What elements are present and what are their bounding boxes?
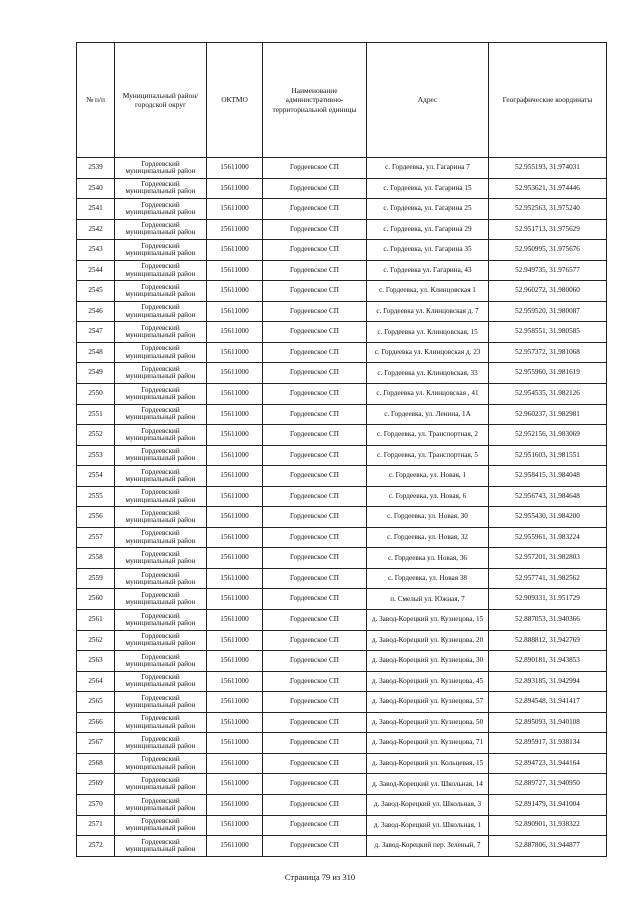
coords-cell: 52.952563, 31.975240 (489, 199, 607, 220)
oktmo-cell: 15611000 (207, 322, 263, 343)
oktmo-cell: 15611000 (207, 240, 263, 261)
table-row (77, 712, 607, 733)
oktmo-cell: 15611000 (207, 301, 263, 322)
coords-cell: 52.955961, 31.983224 (489, 527, 607, 548)
coords-cell: 52.890181, 31.943853 (489, 651, 607, 672)
table-row (77, 548, 607, 569)
address-cell: с. Гордеевка ул. Клинцовская д. 23 (367, 342, 489, 363)
row-number: 2555 (77, 486, 115, 507)
table-row (77, 158, 607, 179)
unit-cell: Гордеевское СП (263, 219, 367, 240)
oktmo-cell: 15611000 (207, 753, 263, 774)
address-cell: д. Завод-Корецкий ул. Кузнецова, 20 (367, 630, 489, 651)
header-row (77, 43, 607, 158)
district-cell: Гордеевский муниципальный район (115, 301, 207, 322)
address-cell: с. Гордеевка, ул. Транспортная, 2 (367, 425, 489, 446)
unit-cell: Гордеевское СП (263, 610, 367, 631)
district-cell: Гордеевский муниципальный район (115, 712, 207, 733)
row-number: 2566 (77, 712, 115, 733)
row-number: 2552 (77, 425, 115, 446)
oktmo-cell: 15611000 (207, 527, 263, 548)
oktmo-cell: 15611000 (207, 425, 263, 446)
row-number: 2557 (77, 527, 115, 548)
unit-cell: Гордеевское СП (263, 836, 367, 857)
unit-cell: Гордеевское СП (263, 260, 367, 281)
unit-cell: Гордеевское СП (263, 342, 367, 363)
district-cell: Гордеевский муниципальный район (115, 425, 207, 446)
coords-cell: 52.957372, 31.981068 (489, 342, 607, 363)
address-cell: с. Гордеевка, ул. Гагарина 29 (367, 219, 489, 240)
oktmo-cell: 15611000 (207, 712, 263, 733)
table-row (77, 836, 607, 857)
table-row (77, 815, 607, 836)
oktmo-cell: 15611000 (207, 589, 263, 610)
unit-cell: Гордеевское СП (263, 527, 367, 548)
address-cell: с. Гордеевка, ул. Новая, 30 (367, 507, 489, 528)
district-cell: Гордеевский муниципальный район (115, 589, 207, 610)
district-cell: Гордеевский муниципальный район (115, 486, 207, 507)
table-row (77, 671, 607, 692)
district-cell: Гордеевский муниципальный район (115, 610, 207, 631)
coords-cell: 52.894723, 31.944164 (489, 753, 607, 774)
coords-cell: 52.895093, 31.940108 (489, 712, 607, 733)
unit-cell: Гордеевское СП (263, 301, 367, 322)
district-cell: Гордеевский муниципальный район (115, 342, 207, 363)
table-row (77, 281, 607, 302)
district-cell: Гордеевский муниципальный район (115, 527, 207, 548)
table-row (77, 240, 607, 261)
unit-cell: Гордеевское СП (263, 692, 367, 713)
district-cell: Гордеевский муниципальный район (115, 363, 207, 384)
table-row (77, 199, 607, 220)
coords-cell: 52.952156, 31.983069 (489, 425, 607, 446)
district-cell: Гордеевский муниципальный район (115, 178, 207, 199)
coords-cell: 52.888812, 31.942769 (489, 630, 607, 651)
header-num: № п/п (77, 43, 115, 158)
district-cell: Гордеевский муниципальный район (115, 630, 207, 651)
coords-cell: 52.953621, 31.974446 (489, 178, 607, 199)
address-cell: д. Завод-Корецкий ул. Кольцевая, 15 (367, 753, 489, 774)
oktmo-cell: 15611000 (207, 507, 263, 528)
district-cell: Гордеевский муниципальный район (115, 199, 207, 220)
district-cell: Гордеевский муниципальный район (115, 568, 207, 589)
row-number: 2544 (77, 260, 115, 281)
unit-cell: Гордеевское СП (263, 507, 367, 528)
oktmo-cell: 15611000 (207, 815, 263, 836)
address-cell: д. Завод-Корецкий ул. Кузнецова, 30 (367, 651, 489, 672)
district-cell: Гордеевский муниципальный район (115, 815, 207, 836)
row-number: 2572 (77, 836, 115, 857)
unit-cell: Гордеевское СП (263, 753, 367, 774)
oktmo-cell: 15611000 (207, 630, 263, 651)
address-cell: д. Завод-Корецкий ул. Школьная, 3 (367, 794, 489, 815)
address-table (76, 42, 607, 857)
table-header (77, 43, 607, 158)
address-cell: с. Гордеевка ул. Гагарина, 43 (367, 260, 489, 281)
coords-cell: 52.958415, 31.984048 (489, 466, 607, 487)
unit-cell: Гордеевское СП (263, 363, 367, 384)
oktmo-cell: 15611000 (207, 178, 263, 199)
address-cell: с. Гордеевка, ул. Клинцовская 1 (367, 281, 489, 302)
district-cell: Гордеевский муниципальный район (115, 753, 207, 774)
header-coords: Географические координаты (489, 43, 607, 158)
oktmo-cell: 15611000 (207, 548, 263, 569)
unit-cell: Гордеевское СП (263, 815, 367, 836)
unit-cell: Гордеевское СП (263, 240, 367, 261)
coords-cell: 52.954535, 31.982126 (489, 384, 607, 405)
unit-cell: Гордеевское СП (263, 568, 367, 589)
header-unit: Наименование административно-территориальной единицы (263, 43, 367, 158)
address-cell: с. Гордеевка, ул. Гагарина 35 (367, 240, 489, 261)
table-row (77, 568, 607, 589)
address-cell: с. Гордеевка, ул. Гагарина 15 (367, 178, 489, 199)
address-cell: д. Завод-Корецкий ул. Кузнецова, 57 (367, 692, 489, 713)
district-cell: Гордеевский муниципальный район (115, 322, 207, 343)
address-cell: д. Завод-Корецкий ул. Кузнецова, 45 (367, 671, 489, 692)
coords-cell: 52.891479, 31.941004 (489, 794, 607, 815)
unit-cell: Гордеевское СП (263, 733, 367, 754)
coords-cell: 52.957201, 31.982803 (489, 548, 607, 569)
unit-cell: Гордеевское СП (263, 774, 367, 795)
table-row (77, 384, 607, 405)
table-row (77, 733, 607, 754)
unit-cell: Гордеевское СП (263, 158, 367, 179)
oktmo-cell: 15611000 (207, 486, 263, 507)
unit-cell: Гордеевское СП (263, 404, 367, 425)
address-cell: д. Завод-Корецкий пер. Зеленый, 7 (367, 836, 489, 857)
oktmo-cell: 15611000 (207, 610, 263, 631)
row-number: 2542 (77, 219, 115, 240)
unit-cell: Гордеевское СП (263, 178, 367, 199)
district-cell: Гордеевский муниципальный район (115, 651, 207, 672)
district-cell: Гордеевский муниципальный район (115, 692, 207, 713)
row-number: 2558 (77, 548, 115, 569)
address-cell: д. Завод-Корецкий ул. Школьная, 1 (367, 815, 489, 836)
row-number: 2550 (77, 384, 115, 405)
coords-cell: 52.956743, 31.984648 (489, 486, 607, 507)
header-address: Адрес (367, 43, 489, 158)
row-number: 2546 (77, 301, 115, 322)
address-cell: с. Гордеевка ул. Клинцовская, 33 (367, 363, 489, 384)
coords-cell: 52.949735, 31.976577 (489, 260, 607, 281)
row-number: 2549 (77, 363, 115, 384)
table-row (77, 794, 607, 815)
address-cell: с. Гордеевка, ул. Гагарина 7 (367, 158, 489, 179)
unit-cell: Гордеевское СП (263, 425, 367, 446)
address-cell: с. Гордеевка, ул. Транспортная, 5 (367, 445, 489, 466)
row-number: 2567 (77, 733, 115, 754)
oktmo-cell: 15611000 (207, 363, 263, 384)
row-number: 2563 (77, 651, 115, 672)
table-row (77, 404, 607, 425)
table-body (77, 158, 607, 857)
table-row (77, 445, 607, 466)
row-number: 2548 (77, 342, 115, 363)
unit-cell: Гордеевское СП (263, 322, 367, 343)
row-number: 2559 (77, 568, 115, 589)
row-number: 2541 (77, 199, 115, 220)
unit-cell: Гордеевское СП (263, 630, 367, 651)
coords-cell: 52.960237, 31.982981 (489, 404, 607, 425)
row-number: 2545 (77, 281, 115, 302)
row-number: 2539 (77, 158, 115, 179)
oktmo-cell: 15611000 (207, 219, 263, 240)
row-number: 2565 (77, 692, 115, 713)
table-row (77, 301, 607, 322)
oktmo-cell: 15611000 (207, 794, 263, 815)
district-cell: Гордеевский муниципальный район (115, 466, 207, 487)
unit-cell: Гордеевское СП (263, 712, 367, 733)
unit-cell: Гордеевское СП (263, 486, 367, 507)
row-number: 2560 (77, 589, 115, 610)
district-cell: Гордеевский муниципальный район (115, 774, 207, 795)
row-number: 2570 (77, 794, 115, 815)
district-cell: Гордеевский муниципальный район (115, 671, 207, 692)
header-oktmo: ОКТМО (207, 43, 263, 158)
address-cell: с. Гордеевка ул. Новая, 36 (367, 548, 489, 569)
address-cell: с. Гордеевка, ул. Ленина, 1А (367, 404, 489, 425)
row-number: 2562 (77, 630, 115, 651)
table-row (77, 753, 607, 774)
coords-cell: 52.959520, 31.980087 (489, 301, 607, 322)
table-row (77, 610, 607, 631)
district-cell: Гордеевский муниципальный район (115, 240, 207, 261)
coords-cell: 52.890901, 31.938322 (489, 815, 607, 836)
address-cell: с. Гордеевка ул. Клинцовская д. 7 (367, 301, 489, 322)
coords-cell: 52.909331, 31.951729 (489, 589, 607, 610)
address-cell: д. Завод-Корецкий ул. Кузнецова, 50 (367, 712, 489, 733)
coords-cell: 52.951603, 31.981551 (489, 445, 607, 466)
table-row (77, 466, 607, 487)
oktmo-cell: 15611000 (207, 158, 263, 179)
unit-cell: Гордеевское СП (263, 589, 367, 610)
table-row (77, 774, 607, 795)
oktmo-cell: 15611000 (207, 671, 263, 692)
coords-cell: 52.958551, 31.980585 (489, 322, 607, 343)
table-row (77, 322, 607, 343)
table-row (77, 507, 607, 528)
oktmo-cell: 15611000 (207, 260, 263, 281)
table-row (77, 363, 607, 384)
table-row (77, 219, 607, 240)
address-cell: с. Гордеевка ул. Клинцовская, 15 (367, 322, 489, 343)
coords-cell: 52.955430, 31.984200 (489, 507, 607, 528)
oktmo-cell: 15611000 (207, 342, 263, 363)
oktmo-cell: 15611000 (207, 774, 263, 795)
unit-cell: Гордеевское СП (263, 651, 367, 672)
row-number: 2543 (77, 240, 115, 261)
district-cell: Гордеевский муниципальный район (115, 548, 207, 569)
address-cell: п. Смелый ул. Южная, 7 (367, 589, 489, 610)
coords-cell: 52.957741, 31.982562 (489, 568, 607, 589)
coords-cell: 52.960272, 31.980060 (489, 281, 607, 302)
district-cell: Гордеевский муниципальный район (115, 404, 207, 425)
row-number: 2551 (77, 404, 115, 425)
district-cell: Гордеевский муниципальный район (115, 836, 207, 857)
coords-cell: 52.955960, 31.981619 (489, 363, 607, 384)
table-row (77, 178, 607, 199)
table-row (77, 527, 607, 548)
unit-cell: Гордеевское СП (263, 445, 367, 466)
district-cell: Гордеевский муниципальный район (115, 158, 207, 179)
oktmo-cell: 15611000 (207, 445, 263, 466)
row-number: 2564 (77, 671, 115, 692)
coords-cell: 52.955193, 31.974031 (489, 158, 607, 179)
address-cell: с. Гордеевка, ул. Новая, 6 (367, 486, 489, 507)
row-number: 2561 (77, 610, 115, 631)
coords-cell: 52.950995, 31.975676 (489, 240, 607, 261)
unit-cell: Гордеевское СП (263, 384, 367, 405)
address-cell: д. Завод-Корецкий ул. Кузнецова, 71 (367, 733, 489, 754)
oktmo-cell: 15611000 (207, 404, 263, 425)
oktmo-cell: 15611000 (207, 733, 263, 754)
district-cell: Гордеевский муниципальный район (115, 507, 207, 528)
oktmo-cell: 15611000 (207, 651, 263, 672)
oktmo-cell: 15611000 (207, 568, 263, 589)
table-row (77, 651, 607, 672)
oktmo-cell: 15611000 (207, 281, 263, 302)
header-district: Муниципальный район/городской округ (115, 43, 207, 158)
address-cell: д. Завод-Корецкий ул. Кузнецова, 15 (367, 610, 489, 631)
coords-cell: 52.893185, 31.942994 (489, 671, 607, 692)
oktmo-cell: 15611000 (207, 692, 263, 713)
oktmo-cell: 15611000 (207, 466, 263, 487)
row-number: 2554 (77, 466, 115, 487)
table-row (77, 692, 607, 713)
row-number: 2569 (77, 774, 115, 795)
coords-cell: 52.887806, 31.944877 (489, 836, 607, 857)
table-row (77, 589, 607, 610)
oktmo-cell: 15611000 (207, 836, 263, 857)
table-row (77, 425, 607, 446)
row-number: 2547 (77, 322, 115, 343)
row-number: 2553 (77, 445, 115, 466)
coords-cell: 52.894548, 31.941417 (489, 692, 607, 713)
district-cell: Гордеевский муниципальный район (115, 794, 207, 815)
table-row (77, 486, 607, 507)
table-row (77, 342, 607, 363)
district-cell: Гордеевский муниципальный район (115, 733, 207, 754)
row-number: 2540 (77, 178, 115, 199)
table-row (77, 630, 607, 651)
unit-cell: Гордеевское СП (263, 466, 367, 487)
row-number: 2556 (77, 507, 115, 528)
oktmo-cell: 15611000 (207, 199, 263, 220)
district-cell: Гордеевский муниципальный район (115, 384, 207, 405)
address-cell: с. Гордеевка, ул. Новая 38 (367, 568, 489, 589)
row-number: 2568 (77, 753, 115, 774)
oktmo-cell: 15611000 (207, 384, 263, 405)
table-row (77, 260, 607, 281)
unit-cell: Гордеевское СП (263, 794, 367, 815)
unit-cell: Гордеевское СП (263, 281, 367, 302)
address-cell: с. Гордеевка ул. Клинцовская , 41 (367, 384, 489, 405)
coords-cell: 52.895917, 31.938134 (489, 733, 607, 754)
page-footer: Страница 79 из 310 (284, 872, 356, 882)
district-cell: Гордеевский муниципальный район (115, 219, 207, 240)
district-cell: Гордеевский муниципальный район (115, 445, 207, 466)
coords-cell: 52.951713, 31.975629 (489, 219, 607, 240)
row-number: 2571 (77, 815, 115, 836)
address-cell: д. Завод-Корецкий ул. Школьная, 14 (367, 774, 489, 795)
coords-cell: 52.887053, 31.940366 (489, 610, 607, 631)
unit-cell: Гордеевское СП (263, 671, 367, 692)
unit-cell: Гордеевское СП (263, 548, 367, 569)
district-cell: Гордеевский муниципальный район (115, 260, 207, 281)
coords-cell: 52.889727, 31.940950 (489, 774, 607, 795)
address-cell: с. Гордеевка, ул. Новая, 1 (367, 466, 489, 487)
address-cell: с. Гордеевка, ул. Гагарина 25 (367, 199, 489, 220)
address-cell: с. Гордеевка, ул. Новая, 32 (367, 527, 489, 548)
district-cell: Гордеевский муниципальный район (115, 281, 207, 302)
unit-cell: Гордеевское СП (263, 199, 367, 220)
